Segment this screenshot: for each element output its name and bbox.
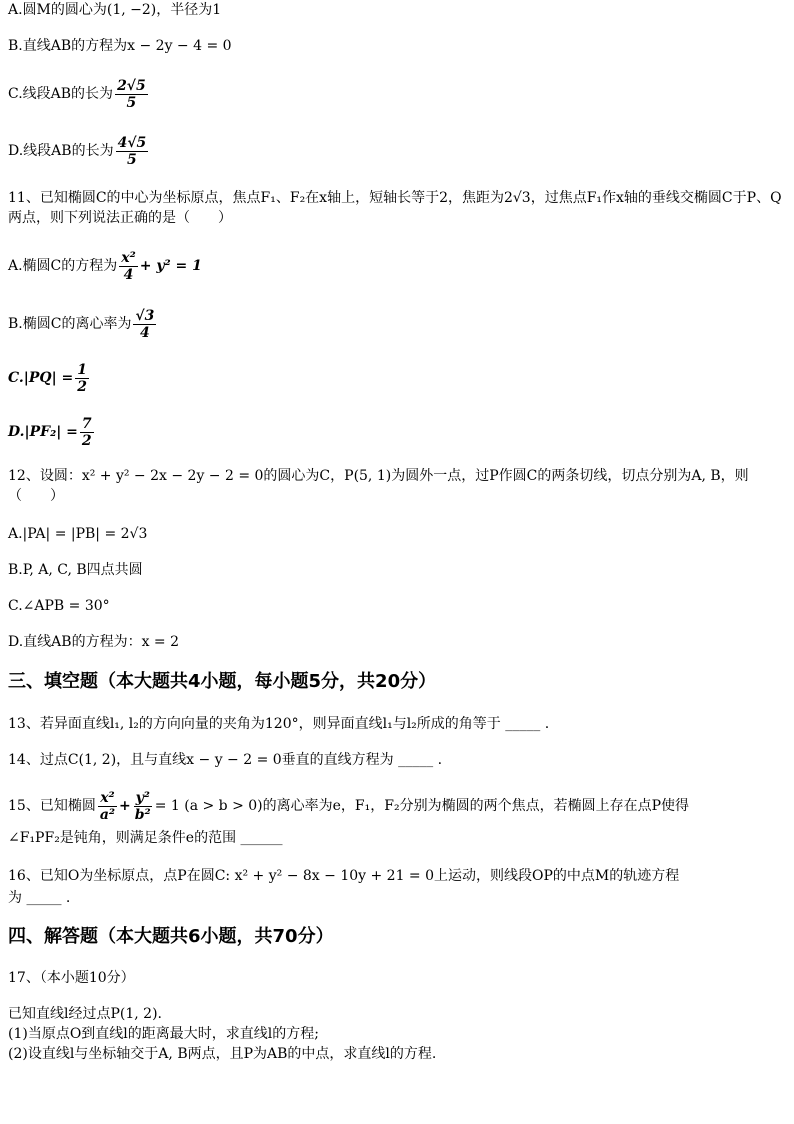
q11-option-d-fraction [80,416,94,449]
q15-plus: + [119,798,131,814]
fraction-numerator: 4√5 [117,134,147,151]
fraction-numerator: y² [135,789,150,806]
fraction-numerator: x² [100,789,115,806]
fraction-denominator: a² [99,806,116,823]
q17-header: 17、（本小题10分） [8,970,135,986]
q15-line-2: ∠F₁PF₂是钝角，则满足条件e的范围 ______ [8,830,283,846]
q11-option-d-label: D.|PF₂| = [8,424,78,440]
q15-fraction-y [133,790,153,823]
fraction-numerator: 1 [77,361,88,378]
q15-suffix: = 1 (a > b > 0)的离心率为e，F₁，F₂分别为椭圆的两个焦点，若椭圆上存在点P使得 [154,798,689,814]
fraction-denominator: 5 [127,151,137,168]
q11-option-b [8,306,784,342]
q10-option-a: A.圆M的圆心为(1, −2)，半径为1 [8,2,222,18]
q10-option-c-label: C.线段AB的长为 [8,86,114,102]
q15-fraction-x [98,790,117,823]
q15-line-1 [8,788,784,824]
q12-option-a: A.|PA| = |PB| = 2√3 [8,526,148,542]
q11-option-b-label: B.椭圆C的离心率为 [8,316,132,332]
fraction-numerator: x² [121,249,136,266]
q11-option-c-label: C.|PQ| = [8,370,74,386]
q10-option-c-fraction [115,78,148,111]
q12-option-b: B.P, A, C, B四点共圆 [8,562,143,578]
q11-option-a [8,248,784,284]
q11-option-c-fraction [75,362,89,395]
fraction-denominator: 4 [140,324,150,341]
q12-option-c: C.∠APB = 30° [8,598,110,614]
fraction-denominator: 2 [81,432,92,449]
q13-text: 13、若异面直线l₁, l₂的方向向量的夹角为120°，则异面直线l₁与l₂所成的角等于 _____ . [8,716,550,732]
q10-option-d [8,133,784,169]
q17-stem: 已知直线l经过点P(1, 2). [8,1006,162,1022]
q10-option-c [8,76,784,112]
q11-option-a-rest: + y² = 1 [139,258,202,274]
fraction-numerator: 2√5 [117,77,146,94]
q11-option-b-fraction [133,308,156,341]
section-4-heading: 四、解答题（本大题共6小题，共70分） [8,926,334,947]
q11-option-c [8,360,784,396]
fraction-denominator: 4 [123,266,134,283]
q10-option-d-label: D.线段AB的长为 [8,143,114,159]
q16-line-1: 16、已知O为坐标原点，点P在圆C: x² + y² − 8x − 10y + 21 = 0上运动，则线段OP的中点M的轨迹方程 [8,868,680,884]
q10-option-d-fraction [116,135,149,168]
fraction-numerator: √3 [135,307,155,324]
q17-part-2: (2)设直线l与坐标轴交于A, B两点，且P为AB的中点，求直线l的方程. [8,1046,437,1062]
q10-option-b: B.直线AB的方程为x − 2y − 4 = 0 [8,38,232,54]
q17-part-1: (1)当原点O到直线l的距离最大时，求直线l的方程; [8,1026,319,1042]
fraction-denominator: b² [134,806,151,823]
q16-line-2: 为 _____ . [8,890,71,906]
q11-option-a-label: A.椭圆C的方程为 [8,258,118,274]
q15-prefix: 15、已知椭圆 [8,798,96,814]
q11-option-a-fraction [119,250,137,283]
q14-text: 14、过点C(1, 2)，且与直线x − y − 2 = 0垂直的直线方程为 _____ . [8,752,443,768]
fraction-numerator: 7 [81,415,92,432]
section-3-heading: 三、填空题（本大题共4小题，每小题5分，共20分） [8,671,437,692]
q12-stem: 12、设圆：x² + y² − 2x − 2y − 2 = 0的圆心为C，P(5, 1)为圆外一点，过P作圆C的两条切线，切点分别为A, B，则（ ） [8,468,749,504]
fraction-denominator: 2 [77,378,88,395]
q12-option-d: D.直线AB的方程为：x = 2 [8,634,180,650]
fraction-denominator: 5 [126,94,137,111]
q11-stem: 11、已知椭圆C的中心为坐标原点，焦点F₁、F₂在x轴上，短轴长等于2，焦距为2√3，过焦点F₁作x轴的垂线交椭圆C于P、Q两点，则下列说法正确的是（ ） [8,190,782,226]
q11-option-d [8,414,784,450]
